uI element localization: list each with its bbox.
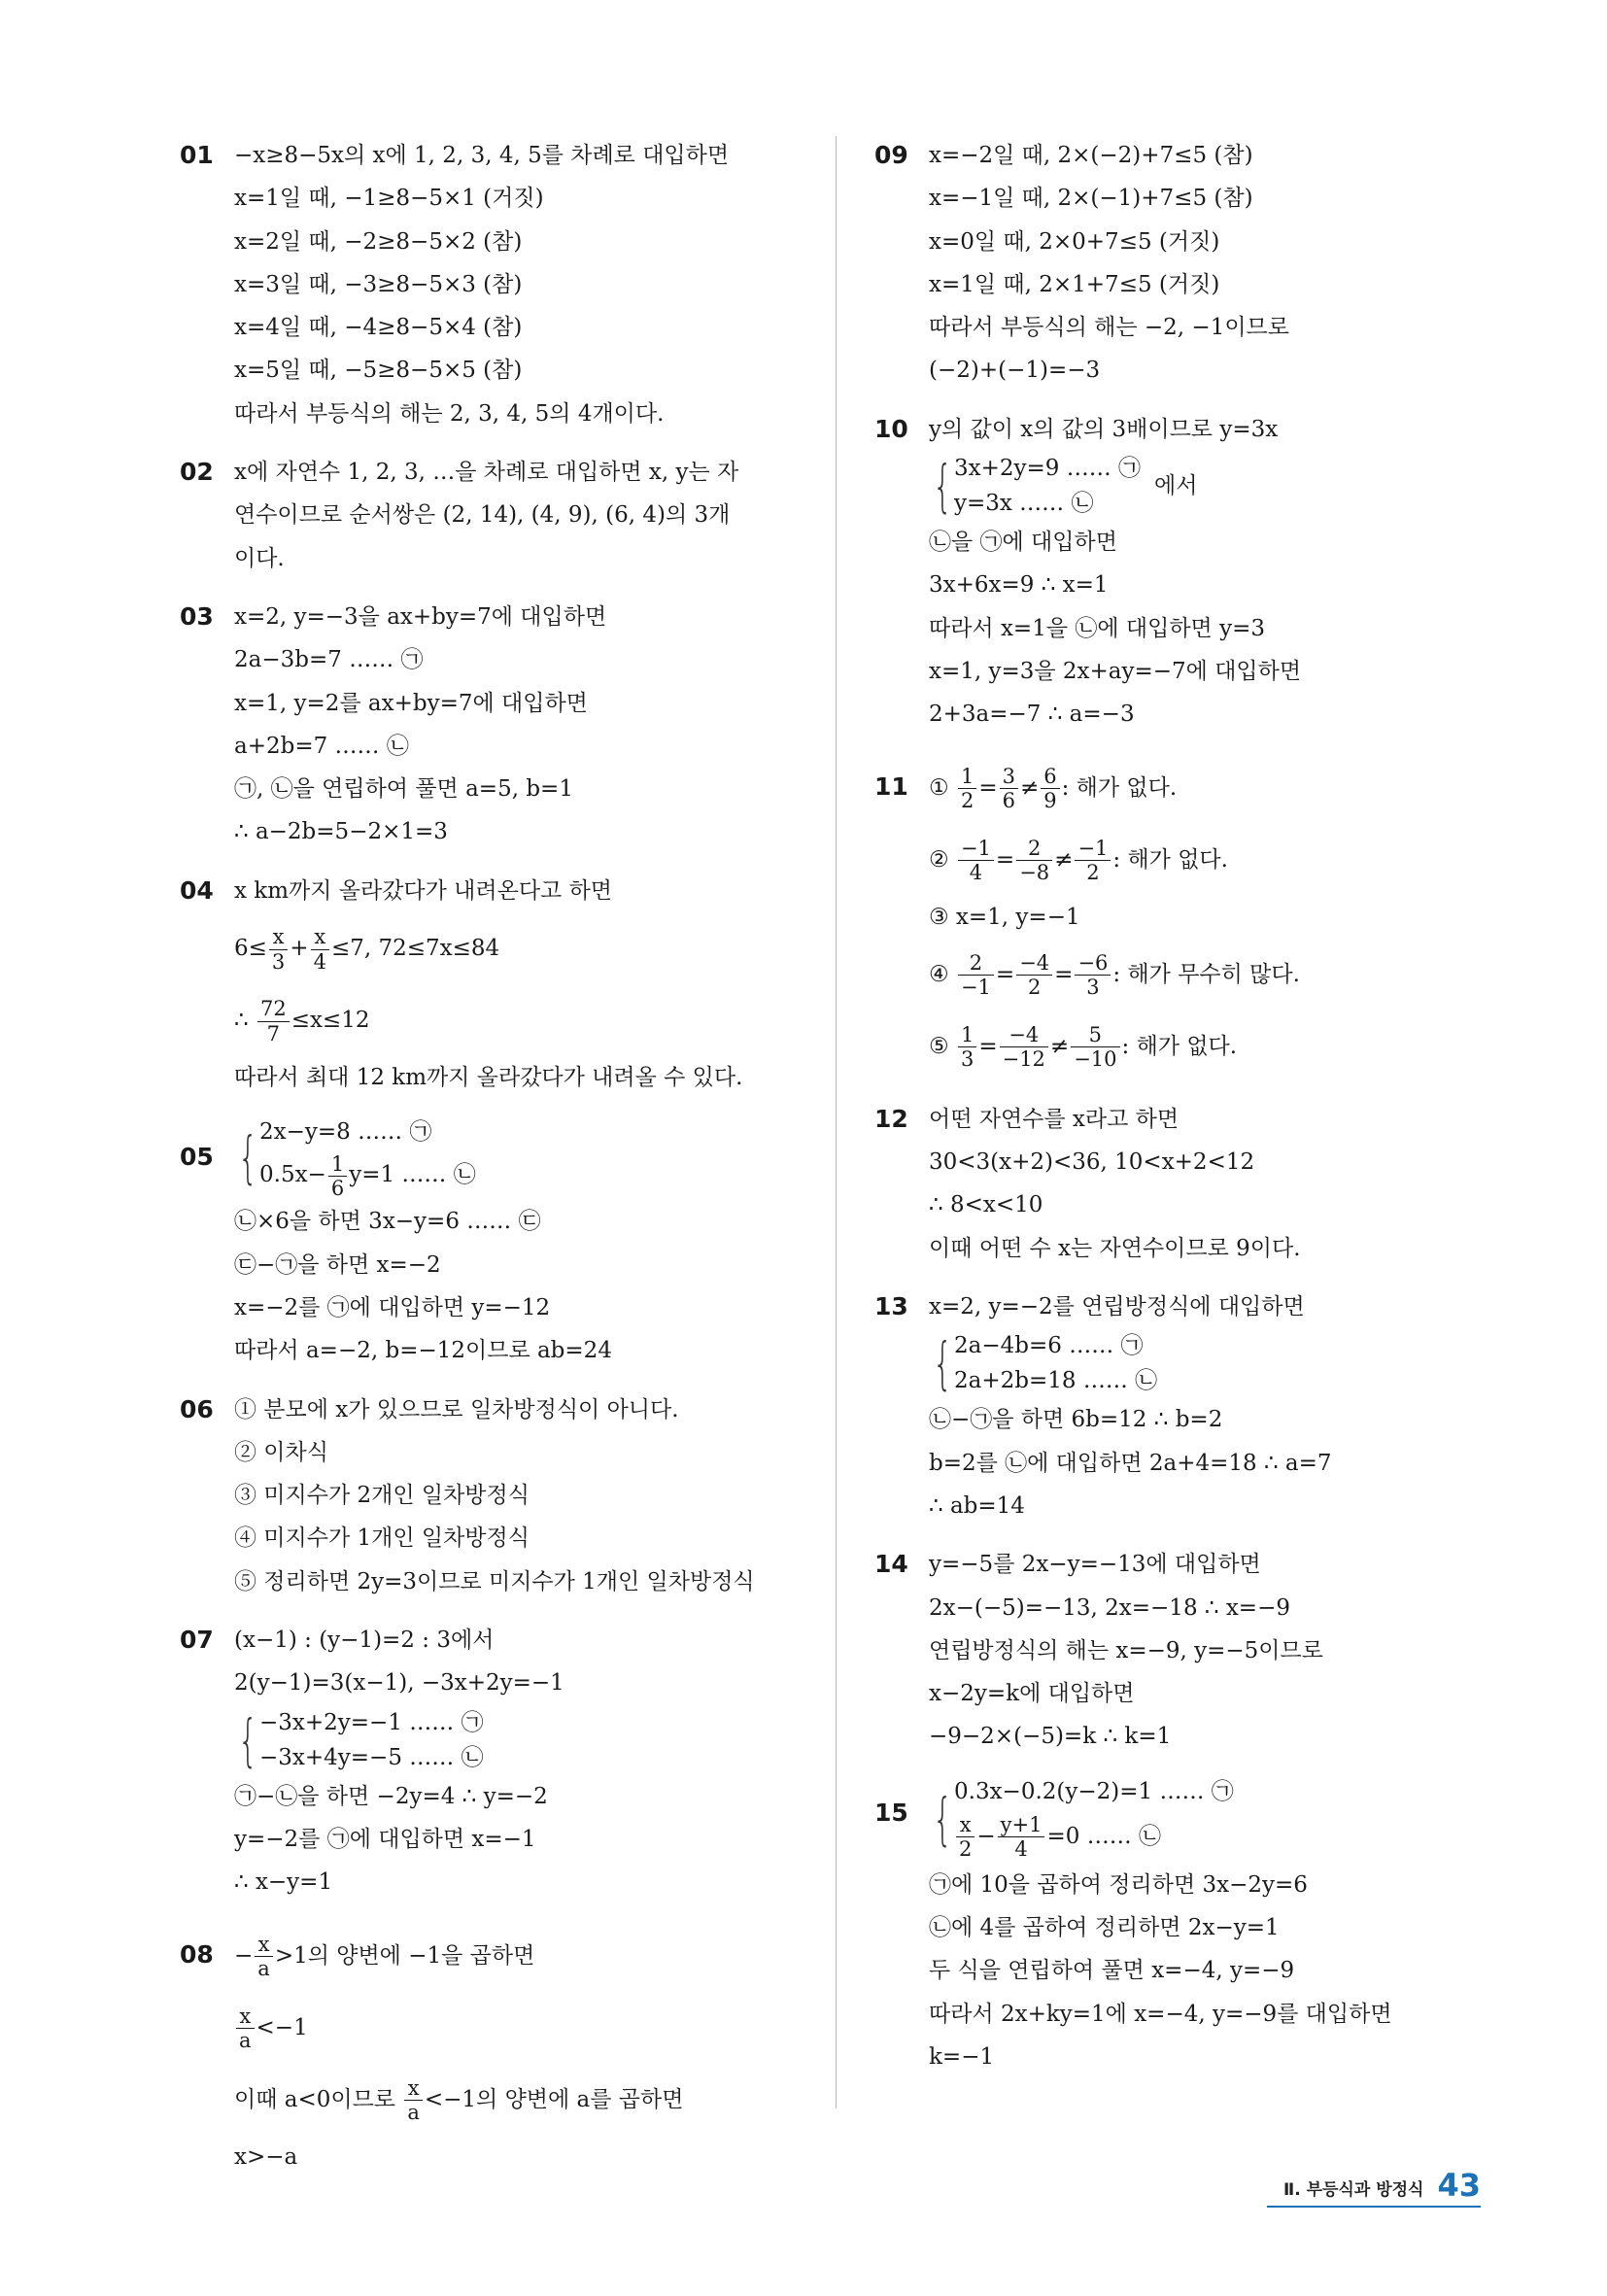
- fraction: $\frac{-1}{4}$: [958, 837, 994, 884]
- problem-09: [874, 134, 1496, 393]
- choice-3: ③ x=1, y=−1: [929, 904, 1080, 930]
- brace-icon: {: [238, 1124, 258, 1191]
- solution-line: a+2b=7 …… ㉡: [234, 733, 409, 759]
- solution-line: ㉡−㉠을 하면 6b=12 ∴ b=2: [929, 1407, 1223, 1433]
- solution-line: ① 분모에 x가 있으므로 일차방정식이 아니다.: [234, 1396, 679, 1422]
- problem-number: 07: [180, 1626, 214, 1655]
- solution-line: x=4일 때, −4≥8−5×4 (참): [234, 315, 523, 341]
- solution-line: x=2, y=−3을 ax+by=7에 대입하면: [234, 603, 607, 630]
- solution-line: ㉠, ㉡을 연립하여 풀면 a=5, b=1: [234, 776, 573, 803]
- page-footer: [1283, 2167, 1481, 2204]
- solution-line: ③ 미지수가 2개인 일차방정식: [234, 1483, 530, 1509]
- solution-line: 6≤ $\frac{x}{3}$ + $\frac{x}{4}$ ≤7, 72≤7x≤84: [234, 925, 500, 974]
- equation-system: [929, 1774, 1496, 1864]
- solution-line: x=3일 때, −3≥8−5×3 (참): [234, 271, 523, 297]
- fraction: $\frac{x}{2}$: [956, 1813, 974, 1861]
- solution-line: 연립방정식의 해는 x=−9, y=−5이므로: [929, 1637, 1323, 1663]
- problem-10: [874, 408, 1496, 737]
- fraction: $\frac{-4}{-12}$: [1000, 1023, 1048, 1071]
- fraction: $\frac{-4}{2}$: [1016, 951, 1052, 999]
- solution-line: x=1, y=2를 ax+by=7에 대입하면: [234, 690, 588, 716]
- solution-line: 따라서 부등식의 해는 2, 3, 4, 5의 4개이다.: [234, 400, 665, 427]
- solution-line: 따라서 최대 12 km까지 올라갔다가 내려올 수 있다.: [234, 1065, 743, 1091]
- problem-number: 11: [874, 771, 908, 801]
- solution-line: ∴ ab=14: [929, 1492, 1025, 1519]
- solution-line: ∴ $\frac{72}{7}$ ≤x≤12: [234, 997, 370, 1045]
- solution-line: x>−a: [234, 2143, 298, 2170]
- solution-line: x=−2일 때, 2×(−2)+7≤5 (참): [929, 143, 1253, 168]
- fraction: $\frac{x}{3}$: [269, 925, 288, 973]
- problem-number: 14: [874, 1550, 908, 1579]
- solution-line: ㉡을 ㉠에 대입하면: [929, 530, 1117, 556]
- fraction: $\frac{y+1}{4}$: [998, 1813, 1045, 1861]
- solution-line: ㉡×6을 하면 3x−y=6 …… ㉢: [234, 1209, 541, 1235]
- solution-line: (x−1) : (y−1)=2 : 3에서: [234, 1628, 495, 1654]
- problem-04: [180, 870, 802, 1100]
- equation: 0.5x− $\frac{1}{6}$ y=1 …… ㉡: [259, 1151, 476, 1200]
- brace-icon: {: [238, 1706, 258, 1773]
- solution-line: x=2, y=−2를 연립방정식에 대입하면: [929, 1294, 1305, 1320]
- equation-system: [234, 1114, 802, 1200]
- solution-line: y=−2를 ㉠에 대입하면 x=−1: [234, 1826, 536, 1852]
- solution-line: ⑤ 정리하면 2y=3이므로 미지수가 1개인 일차방정식: [234, 1568, 755, 1594]
- problem-number: 10: [874, 414, 908, 443]
- choice-2: ② $\frac{-1}{4}$ = $\frac{2}{-8}$ ≠ $\frac{-1}{2}$ : 해가 없다.: [929, 836, 1228, 885]
- equation: 2a+2b=18 …… ㉡: [954, 1368, 1158, 1394]
- solution-line: x km까지 올라갔다가 내려온다고 하면: [234, 877, 613, 904]
- solution-line: 따라서 x=1을 ㉡에 대입하면 y=3: [929, 615, 1265, 641]
- solution-line: y의 값이 x의 값의 3배이므로 y=3x: [929, 416, 1279, 442]
- problem-number: 13: [874, 1292, 908, 1321]
- solution-line: 2+3a=−7 ∴ a=−3: [929, 702, 1135, 728]
- equation-system: [929, 1328, 1496, 1398]
- solution-line: 따라서 a=−2, b=−12이므로 ab=24: [234, 1338, 612, 1364]
- equation: $\frac{x}{2}$ − $\frac{y+1}{4}$ =0 …… ㉡: [954, 1809, 1234, 1864]
- solution-line: x=1, y=3을 2x+ay=−7에 대입하면: [929, 658, 1302, 684]
- solution-line: 두 식을 연립하여 풀면 x=−4, y=−9: [929, 1958, 1295, 1984]
- problem-05: [180, 1114, 802, 1372]
- solution-line: 따라서 부등식의 해는 −2, −1이므로: [929, 315, 1289, 341]
- solution-line: ② 이차식: [234, 1439, 328, 1465]
- left-column: [180, 134, 802, 2178]
- page-number: 43: [1437, 2167, 1481, 2204]
- fraction: $\frac{1}{6}$: [328, 1152, 347, 1200]
- solution-line: $\frac{x}{a}$ <−1: [234, 1992, 802, 2064]
- equation-system: [234, 1705, 802, 1775]
- solution-line: x=1일 때, 2×1+7≤5 (거짓): [929, 271, 1220, 297]
- solution-line: 연수이므로 순서쌍은 (2, 14), (4, 9), (6, 4)의 3개: [234, 502, 731, 529]
- choice-4: ④ $\frac{2}{-1}$ = $\frac{-4}{2}$ = $\frac{-6}{3}$ : 해가 무수히 많다.: [929, 951, 1300, 1000]
- problem-number: 03: [180, 601, 214, 631]
- solution-line: y=−5를 2x−y=−13에 대입하면: [929, 1552, 1261, 1578]
- fraction: $\frac{x}{a}$: [255, 1933, 273, 1980]
- fraction: $\frac{1}{2}$: [958, 765, 976, 812]
- problem-07: [180, 1619, 802, 1903]
- solution-line: k=−1: [929, 2043, 995, 2070]
- solution-line: 따라서 2x+ky=1에 x=−4, y=−9를 대입하면: [929, 2001, 1392, 2027]
- solution-line: x=−1일 때, 2×(−1)+7≤5 (참): [929, 186, 1253, 212]
- solution-line: x에 자연수 1, 2, 3, …을 차례로 대입하면 x, y는 자: [234, 460, 739, 486]
- fraction: $\frac{x}{4}$: [311, 925, 329, 973]
- equation: 0.3x−0.2(y−2)=1 …… ㉠: [954, 1778, 1234, 1804]
- problem-01: [180, 134, 802, 435]
- right-column: [874, 134, 1496, 2078]
- equation: −3x+4y=−5 …… ㉡: [259, 1744, 484, 1770]
- fraction: $\frac{1}{3}$: [958, 1023, 976, 1071]
- solution-line: ㉢−㉠을 하면 x=−2: [234, 1251, 441, 1278]
- solution-line: 이때 어떤 수 x는 자연수이므로 9이다.: [929, 1235, 1301, 1261]
- problem-number: 01: [180, 141, 214, 169]
- solution-line: x−2y=k에 대입하면: [929, 1681, 1135, 1707]
- equation-system: [929, 451, 1496, 521]
- equation: 3x+2y=9 …… ㉠: [954, 456, 1142, 482]
- solution-line: x=2일 때, −2≥8−5×2 (참): [234, 228, 523, 255]
- solution-line: ④ 미지수가 1개인 일차방정식: [234, 1525, 530, 1552]
- brace-icon: {: [933, 1785, 953, 1852]
- solution-line: x=1일 때, −1≥8−5×1 (거짓): [234, 186, 544, 212]
- problem-15: [874, 1774, 1496, 2078]
- choice-1: ① $\frac{1}{2}$ = $\frac{3}{6}$ ≠ $\frac{6}{9}$ : 해가 없다.: [929, 764, 1178, 813]
- solution-line: ㉠−㉡을 하면 −2y=4 ∴ y=−2: [234, 1783, 548, 1809]
- solution-line: 에서: [1154, 472, 1198, 498]
- problem-06: [180, 1388, 802, 1603]
- brace-icon: {: [933, 453, 953, 520]
- solution-line: 이다.: [234, 545, 285, 571]
- fraction: $\frac{-1}{2}$: [1075, 837, 1111, 884]
- equation: y=3x …… ㉡: [954, 491, 1094, 517]
- solution-line: −x≥8−5x의 x에 1, 2, 3, 4, 5를 차례로 대입하면: [234, 143, 730, 168]
- solution-line: (−2)+(−1)=−3: [929, 358, 1101, 384]
- solution-line: ∴ 8<x<10: [929, 1192, 1043, 1218]
- problem-number: 09: [874, 141, 908, 169]
- problem-number: 06: [180, 1394, 214, 1423]
- solution-line: 이때 a<0이므로 $\frac{x}{a}$ <−1의 양변에 a를 곱하면: [234, 2075, 684, 2124]
- fraction: $\frac{3}{6}$: [1000, 765, 1018, 812]
- fraction: $\frac{-6}{3}$: [1075, 951, 1111, 999]
- solution-line: 3x+6x=9 ∴ x=1: [929, 572, 1109, 599]
- problem-number: 02: [180, 458, 214, 487]
- solution-line: x=−2를 ㉠에 대입하면 y=−12: [234, 1294, 551, 1320]
- solution-line: x=0일 때, 2×0+7≤5 (거짓): [929, 228, 1220, 255]
- fraction: $\frac{x}{a}$: [236, 2005, 255, 2052]
- solution-line: 2x−(−5)=−13, 2x=−18 ∴ x=−9: [929, 1594, 1290, 1621]
- fraction: $\frac{2}{-8}$: [1016, 837, 1052, 884]
- problem-number: 15: [874, 1798, 908, 1827]
- problem-11: [874, 752, 1496, 1082]
- problem-13: [874, 1285, 1496, 1527]
- equation: −3x+2y=−1 …… ㉠: [259, 1709, 484, 1735]
- solution-line: − $\frac{x}{a}$ >1의 양변에 −1을 곱하면: [234, 1932, 535, 1980]
- fraction: $\frac{6}{9}$: [1041, 765, 1059, 812]
- solution-line: 2(y−1)=3(x−1), −3x+2y=−1: [234, 1670, 564, 1696]
- solution-line: 30<3(x+2)<36, 10<x+2<12: [929, 1149, 1255, 1176]
- problem-08: [180, 1920, 802, 2178]
- problem-03: [180, 596, 802, 854]
- footer-rule: [1267, 2206, 1481, 2208]
- equation: 2a−4b=6 …… ㉠: [954, 1333, 1144, 1359]
- choice-5: ⑤ $\frac{1}{3}$ = $\frac{-4}{-12}$ ≠ $\frac{5}{-10}$ : 해가 없다.: [929, 1023, 1238, 1072]
- equation: 2x−y=8 …… ㉠: [259, 1119, 432, 1146]
- solution-line: ∴ a−2b=5−2×1=3: [234, 819, 448, 845]
- solution-line: b=2를 ㉡에 대입하면 2a+4=18 ∴ a=7: [929, 1450, 1332, 1476]
- column-divider: [836, 136, 837, 2108]
- solution-line: ∴ x−y=1: [234, 1869, 333, 1896]
- solution-line: 어떤 자연수를 x라고 하면: [929, 1106, 1180, 1132]
- solution-line: x=5일 때, −5≥8−5×5 (참): [234, 358, 523, 384]
- problem-14: [874, 1543, 1496, 1758]
- section-label: Ⅱ. 부등식과 방정식: [1283, 2180, 1424, 2200]
- solution-line: ㉡에 4를 곱하여 정리하면 2x−y=1: [929, 1915, 1280, 1941]
- problem-number: 05: [180, 1143, 214, 1172]
- problem-12: [874, 1098, 1496, 1270]
- solution-line: −9−2×(−5)=k ∴ k=1: [929, 1724, 1172, 1750]
- solution-line: 2a−3b=7 …… ㉠: [234, 647, 424, 673]
- problem-number: 08: [180, 1939, 214, 1969]
- brace-icon: {: [933, 1330, 953, 1397]
- problem-02: [180, 451, 802, 580]
- problem-number: 04: [180, 875, 214, 905]
- fraction: $\frac{2}{-1}$: [958, 951, 994, 999]
- fraction: $\frac{72}{7}$: [257, 997, 290, 1045]
- problem-number: 12: [874, 1104, 908, 1133]
- fraction: $\frac{5}{-10}$: [1071, 1023, 1119, 1071]
- solution-line: ㉠에 10을 곱하여 정리하면 3x−2y=6: [929, 1871, 1308, 1898]
- fraction: $\frac{x}{a}$: [404, 2076, 423, 2124]
